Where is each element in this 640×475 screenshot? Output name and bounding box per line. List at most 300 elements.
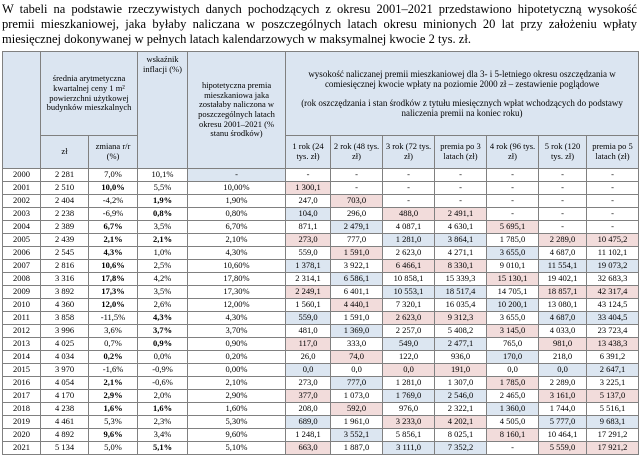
price-cell: 5 134	[41, 442, 89, 455]
table-body	[3, 169, 639, 455]
savings-cell: 4 202,1	[435, 416, 487, 429]
price-change-cell: 5,3%	[89, 416, 138, 429]
savings-cell: 19 402,1	[539, 273, 587, 286]
right-title-line2: (rok oszczędzania i stan środków z tytułu miesięcznych wpłat wchodzących do podstawy naliczenia premii na koniec roku)	[301, 97, 623, 118]
table-row	[3, 338, 639, 351]
table-row	[3, 416, 639, 429]
price-cell: 2 389	[41, 221, 89, 234]
savings-cell: 1 281,0	[383, 234, 435, 247]
savings-cell: 2 465,0	[487, 390, 539, 403]
savings-cell: -	[587, 208, 639, 221]
price-change-cell: 3,6%	[89, 325, 138, 338]
savings-cell: 8 160,1	[487, 429, 539, 442]
savings-cell: 9 312,3	[435, 312, 487, 325]
savings-cell: 18 857,1	[539, 286, 587, 299]
year-cell: 2005	[3, 234, 41, 247]
inflation-cell: 2,5%	[138, 260, 188, 273]
table-row	[3, 221, 639, 234]
savings-cell: 1 369,0	[331, 325, 383, 338]
year-cell: 2007	[3, 260, 41, 273]
table-row	[3, 208, 639, 221]
savings-cell: -	[383, 169, 435, 182]
premia-percent-cell: 4,30%	[188, 247, 286, 260]
savings-cell: 18 517,4	[435, 286, 487, 299]
price-cell: 3 970	[41, 364, 89, 377]
year-cell: 2016	[3, 377, 41, 390]
savings-cell: 273,0	[286, 377, 331, 390]
inflation-cell: 0,8%	[138, 208, 188, 221]
table-row	[3, 377, 639, 390]
year-cell: 2000	[3, 169, 41, 182]
savings-cell: 170,0	[487, 351, 539, 364]
savings-cell: 703,0	[331, 195, 383, 208]
price-cell: 3 316	[41, 273, 89, 286]
savings-cell: 1 769,0	[383, 390, 435, 403]
savings-cell: 777,0	[331, 234, 383, 247]
savings-cell: 3 552,1	[331, 429, 383, 442]
year-cell: 2006	[3, 247, 41, 260]
price-cell: 3 996	[41, 325, 89, 338]
savings-cell: 26,0	[286, 351, 331, 364]
premia-percent-cell: 5,10%	[188, 442, 286, 455]
table-row	[3, 429, 639, 442]
savings-cell: 43 124,5	[587, 299, 639, 312]
year-cell: 2020	[3, 429, 41, 442]
savings-cell: 5 695,1	[487, 221, 539, 234]
savings-cell: 1 300,1	[286, 182, 331, 195]
savings-cell: 1 785,0	[487, 234, 539, 247]
savings-cell: -	[487, 442, 539, 455]
savings-cell: 11 102,1	[587, 247, 639, 260]
year-cell: 2004	[3, 221, 41, 234]
premia-percent-cell: 0,90%	[188, 338, 286, 351]
savings-cell: 11 554,1	[539, 260, 587, 273]
inflation-cell: 2,1%	[138, 234, 188, 247]
premia-percent-cell: 12,00%	[188, 299, 286, 312]
savings-cell: 5 559,0	[539, 442, 587, 455]
price-cell: 2 281	[41, 169, 89, 182]
premia-percent-cell: 17,30%	[188, 286, 286, 299]
savings-cell: 9 683,1	[587, 416, 639, 429]
price-change-cell: -6,9%	[89, 208, 138, 221]
table-row	[3, 442, 639, 455]
savings-cell: 0,0	[286, 364, 331, 377]
inflation-cell: 2,3%	[138, 416, 188, 429]
price-change-cell: 10,6%	[89, 260, 138, 273]
price-change-cell: 12,0%	[89, 299, 138, 312]
inflation-cell: 4,2%	[138, 273, 188, 286]
savings-cell: -	[331, 169, 383, 182]
savings-cell: 15 339,3	[435, 273, 487, 286]
price-cell: 2 404	[41, 195, 89, 208]
savings-cell: 8 330,1	[435, 260, 487, 273]
premia-percent-cell: 2,10%	[188, 234, 286, 247]
savings-cell: -	[383, 195, 435, 208]
price-cell: 4 461	[41, 416, 89, 429]
table-row	[3, 247, 639, 260]
header-col-premia3: premia po 3 latach (zł)	[435, 136, 487, 169]
header-right-title	[286, 52, 639, 136]
header-col-year3: 3 rok (72 tys. zł)	[383, 136, 435, 169]
header-price-zl: zł	[41, 136, 89, 169]
savings-cell: 10 475,2	[587, 234, 639, 247]
premia-percent-cell: 10,60%	[188, 260, 286, 273]
header-col-year1: 1 rok (24 tys. zł)	[286, 136, 331, 169]
savings-cell: 0,0	[331, 364, 383, 377]
price-change-cell: -11,5%	[89, 312, 138, 325]
savings-cell: -	[286, 169, 331, 182]
savings-cell: -	[539, 208, 587, 221]
savings-cell: 247,0	[286, 195, 331, 208]
premia-percent-cell: 10,00%	[188, 182, 286, 195]
savings-cell: 1 961,0	[331, 416, 383, 429]
savings-cell: 273,0	[286, 234, 331, 247]
savings-cell: 0,0	[383, 364, 435, 377]
price-cell: 2 439	[41, 234, 89, 247]
table-row	[3, 195, 639, 208]
premia-percent-cell: 0,20%	[188, 351, 286, 364]
savings-cell: 936,0	[435, 351, 487, 364]
savings-cell: -	[539, 169, 587, 182]
savings-cell: 1 307,0	[435, 377, 487, 390]
inflation-cell: 1,0%	[138, 247, 188, 260]
savings-cell: 2 289,0	[539, 377, 587, 390]
year-cell: 2019	[3, 416, 41, 429]
premia-percent-cell: 9,60%	[188, 429, 286, 442]
inflation-cell: 0,9%	[138, 338, 188, 351]
savings-cell: -	[487, 195, 539, 208]
right-title-line1: wysokość naliczanej premii mieszkaniowej dla 3- i 5-letniego okresu oszczędzania w comiesięcznej kwocie wpłaty na poziomie 2000 zł – zestawienie poglądowe	[308, 69, 616, 90]
savings-cell: 765,0	[487, 338, 539, 351]
year-cell: 2013	[3, 338, 41, 351]
savings-cell: 871,1	[286, 221, 331, 234]
savings-cell: 1 360,0	[487, 403, 539, 416]
price-change-cell: 5,0%	[89, 442, 138, 455]
savings-cell: 0,0	[539, 364, 587, 377]
inflation-cell: 5,1%	[138, 442, 188, 455]
year-cell: 2010	[3, 299, 41, 312]
savings-cell: 1 591,0	[331, 247, 383, 260]
savings-cell: 5 137,0	[587, 390, 639, 403]
price-change-cell: -4,2%	[89, 195, 138, 208]
savings-cell: -	[487, 208, 539, 221]
table-row	[3, 364, 639, 377]
price-change-cell: 2,1%	[89, 377, 138, 390]
price-change-cell: 7,0%	[89, 169, 138, 182]
savings-cell: 5 856,1	[383, 429, 435, 442]
price-cell: 4 025	[41, 338, 89, 351]
savings-cell: 4 505,0	[487, 416, 539, 429]
premia-percent-cell: 3,70%	[188, 325, 286, 338]
savings-cell: 6 466,1	[383, 260, 435, 273]
table-row	[3, 260, 639, 273]
price-cell: 4 360	[41, 299, 89, 312]
savings-cell: 3 111,0	[383, 442, 435, 455]
savings-cell: 122,0	[383, 351, 435, 364]
savings-cell: 23 723,4	[587, 325, 639, 338]
savings-cell: 13 438,3	[587, 338, 639, 351]
savings-cell: 5 408,2	[435, 325, 487, 338]
inflation-cell: 2,0%	[138, 390, 188, 403]
table-row	[3, 325, 639, 338]
inflation-cell: 0,0%	[138, 351, 188, 364]
header-col-premia5: premia po 5 latach (zł)	[587, 136, 639, 169]
savings-cell: 2 491,1	[435, 208, 487, 221]
savings-cell: 13 080,1	[539, 299, 587, 312]
year-cell: 2002	[3, 195, 41, 208]
inflation-cell: 5,5%	[138, 182, 188, 195]
savings-cell: 6 391,2	[587, 351, 639, 364]
savings-cell: 9 010,1	[487, 260, 539, 273]
savings-cell: 1 591,0	[331, 312, 383, 325]
savings-cell: 777,0	[331, 377, 383, 390]
year-cell: 2009	[3, 286, 41, 299]
savings-cell: 218,0	[539, 351, 587, 364]
savings-cell: -	[587, 169, 639, 182]
price-cell: 3 858	[41, 312, 89, 325]
savings-cell: 15 130,1	[487, 273, 539, 286]
header-col-year4: 4 rok (96 tys. zł)	[487, 136, 539, 169]
savings-cell: 976,0	[383, 403, 435, 416]
price-change-cell: 0,2%	[89, 351, 138, 364]
savings-cell: 14 705,1	[487, 286, 539, 299]
savings-cell: 19 073,2	[587, 260, 639, 273]
savings-cell: 10 553,1	[383, 286, 435, 299]
table-row	[3, 299, 639, 312]
savings-cell: 208,0	[286, 403, 331, 416]
header-col-year2: 2 rok (48 tys. zł)	[331, 136, 383, 169]
savings-cell: 559,0	[286, 247, 331, 260]
savings-cell: 4 271,1	[435, 247, 487, 260]
header-premia: hipotetyczna premia mieszkaniowa jaka zostałaby naliczona w poszczególnych latach okresu 2001–2021 (% stanu środków)	[188, 52, 286, 169]
year-cell: 2017	[3, 390, 41, 403]
savings-cell: -	[383, 182, 435, 195]
year-cell: 2012	[3, 325, 41, 338]
savings-cell: -	[331, 182, 383, 195]
savings-cell: 104,0	[286, 208, 331, 221]
savings-cell: 377,0	[286, 390, 331, 403]
savings-cell: 4 087,1	[383, 221, 435, 234]
savings-cell: 10 858,1	[383, 273, 435, 286]
savings-cell: 3 225,1	[587, 377, 639, 390]
right-title-gap	[287, 90, 637, 98]
price-change-cell: 4,3%	[89, 247, 138, 260]
savings-cell: 481,0	[286, 325, 331, 338]
savings-cell: -	[539, 182, 587, 195]
savings-cell: 296,0	[331, 208, 383, 221]
price-cell: 2 816	[41, 260, 89, 273]
premia-percent-cell: 4,30%	[188, 312, 286, 325]
savings-cell: 6 401,1	[331, 286, 383, 299]
savings-cell: 2 647,1	[587, 364, 639, 377]
price-change-cell: 9,6%	[89, 429, 138, 442]
table-row	[3, 234, 639, 247]
savings-cell: 689,0	[286, 416, 331, 429]
table-row	[3, 403, 639, 416]
savings-cell: 4 033,0	[539, 325, 587, 338]
savings-cell: 2 257,0	[383, 325, 435, 338]
savings-cell: 10 200,1	[487, 299, 539, 312]
savings-cell: 3 233,0	[383, 416, 435, 429]
inflation-cell: 3,7%	[138, 325, 188, 338]
savings-cell: -	[539, 195, 587, 208]
price-change-cell: 2,9%	[89, 390, 138, 403]
savings-cell: 3 922,1	[331, 260, 383, 273]
savings-cell: -	[587, 182, 639, 195]
savings-cell: 117,0	[286, 338, 331, 351]
savings-cell: 2 322,1	[435, 403, 487, 416]
header-price-change: zmiana r/r (%)	[89, 136, 138, 169]
savings-cell: 1 281,0	[383, 377, 435, 390]
table-row	[3, 351, 639, 364]
price-cell: 4 170	[41, 390, 89, 403]
savings-cell: 7 352,2	[435, 442, 487, 455]
premia-percent-cell: 0,80%	[188, 208, 286, 221]
savings-cell: 32 683,3	[587, 273, 639, 286]
savings-cell: 592,0	[331, 403, 383, 416]
premia-percent-cell: 2,10%	[188, 377, 286, 390]
price-change-cell: -1,6%	[89, 364, 138, 377]
premia-percent-cell: 5,30%	[188, 416, 286, 429]
table-row	[3, 390, 639, 403]
inflation-cell: 10,1%	[138, 169, 188, 182]
savings-cell: -	[435, 182, 487, 195]
inflation-cell: 1,9%	[138, 195, 188, 208]
table-row	[3, 182, 639, 195]
price-change-cell: 6,7%	[89, 221, 138, 234]
year-cell: 2014	[3, 351, 41, 364]
savings-cell: 2 314,1	[286, 273, 331, 286]
inflation-cell: 2,6%	[138, 299, 188, 312]
savings-cell: 663,0	[286, 442, 331, 455]
inflation-cell: 3,4%	[138, 429, 188, 442]
savings-cell: 17 291,2	[587, 429, 639, 442]
premia-percent-cell: 1,60%	[188, 403, 286, 416]
savings-cell: 4 687,0	[539, 312, 587, 325]
price-cell: 4 238	[41, 403, 89, 416]
year-cell: 2003	[3, 208, 41, 221]
savings-cell: 17 921,2	[587, 442, 639, 455]
year-cell: 2021	[3, 442, 41, 455]
savings-cell: 42 317,4	[587, 286, 639, 299]
savings-cell: 33 404,5	[587, 312, 639, 325]
savings-cell: 2 546,0	[435, 390, 487, 403]
savings-cell: 488,0	[383, 208, 435, 221]
year-cell: 2018	[3, 403, 41, 416]
year-cell: 2011	[3, 312, 41, 325]
savings-cell: 2 289,0	[539, 234, 587, 247]
year-cell: 2008	[3, 273, 41, 286]
savings-cell: 4 630,1	[435, 221, 487, 234]
price-change-cell: 0,7%	[89, 338, 138, 351]
price-change-cell: 10,0%	[89, 182, 138, 195]
savings-cell: 1 785,0	[487, 377, 539, 390]
savings-cell: 2 623,0	[383, 312, 435, 325]
savings-cell: 2 249,1	[286, 286, 331, 299]
price-cell: 2 545	[41, 247, 89, 260]
savings-cell: 191,0	[435, 364, 487, 377]
inflation-cell: -0,6%	[138, 377, 188, 390]
savings-cell: -	[587, 221, 639, 234]
savings-cell: 3 655,0	[487, 312, 539, 325]
premia-percent-cell: 2,90%	[188, 390, 286, 403]
premia-percent-cell: -	[188, 169, 286, 182]
savings-cell: -	[587, 195, 639, 208]
savings-cell: -	[487, 182, 539, 195]
table-row	[3, 169, 639, 182]
savings-cell: 1 887,0	[331, 442, 383, 455]
savings-cell: 1 073,0	[331, 390, 383, 403]
savings-cell: 3 655,0	[487, 247, 539, 260]
price-cell: 2 238	[41, 208, 89, 221]
price-cell: 4 054	[41, 377, 89, 390]
table-row	[3, 286, 639, 299]
premia-percent-cell: 1,90%	[188, 195, 286, 208]
inflation-cell: 1,6%	[138, 403, 188, 416]
savings-cell: 4 440,1	[331, 299, 383, 312]
savings-cell: 2 477,1	[435, 338, 487, 351]
table-row	[3, 273, 639, 286]
header-year	[3, 52, 41, 169]
savings-cell: -	[539, 221, 587, 234]
price-cell: 3 892	[41, 286, 89, 299]
savings-cell: 4 687,0	[539, 247, 587, 260]
price-cell: 2 510	[41, 182, 89, 195]
savings-cell: 559,0	[286, 312, 331, 325]
savings-cell: 0,0	[487, 364, 539, 377]
savings-cell: 1 560,1	[286, 299, 331, 312]
price-cell: 4 034	[41, 351, 89, 364]
savings-cell: 7 320,1	[383, 299, 435, 312]
savings-cell: 2 623,0	[383, 247, 435, 260]
intro-paragraph: W tabeli na podstawie rzeczywistych danych pochodzących z okresu 2001–2021 przedstawiono hipotetyczną wysokość premii mieszkaniowej, jaka byłaby naliczana w poszczególnych latach okresu minionych 20 lat przy założeniu wpłaty miesięcznej dokonywanej w pełnych latach kalendarzowych w maksymalnej kwocie 2 tys. zł.	[2, 2, 637, 46]
savings-cell: 3 145,0	[487, 325, 539, 338]
savings-cell: 6 586,1	[331, 273, 383, 286]
price-change-cell: 17,8%	[89, 273, 138, 286]
savings-cell: 1 248,1	[286, 429, 331, 442]
premia-table	[2, 51, 639, 455]
year-cell: 2001	[3, 182, 41, 195]
savings-cell: 2 479,1	[331, 221, 383, 234]
year-cell: 2015	[3, 364, 41, 377]
savings-cell: 333,0	[331, 338, 383, 351]
premia-percent-cell: 17,80%	[188, 273, 286, 286]
inflation-cell: 3,5%	[138, 221, 188, 234]
savings-cell: 74,0	[331, 351, 383, 364]
savings-cell: 549,0	[383, 338, 435, 351]
premia-percent-cell: 6,70%	[188, 221, 286, 234]
inflation-cell: 4,3%	[138, 312, 188, 325]
savings-cell: 5 516,1	[587, 403, 639, 416]
header-inflation: wskaźnik inflacji (%)	[138, 52, 188, 169]
header-price: średnia arytmetyczna kwartalnej ceny 1 m² powierzchni użytkowej budynków mieszkalnych	[41, 52, 138, 136]
savings-cell: 8 025,1	[435, 429, 487, 442]
price-change-cell: 17,3%	[89, 286, 138, 299]
price-change-cell: 1,6%	[89, 403, 138, 416]
savings-cell: 1 378,1	[286, 260, 331, 273]
price-change-cell: 2,1%	[89, 234, 138, 247]
price-cell: 4 892	[41, 429, 89, 442]
premia-percent-cell: 0,00%	[188, 364, 286, 377]
savings-cell: 16 035,4	[435, 299, 487, 312]
inflation-cell: -0,9%	[138, 364, 188, 377]
table-row	[3, 312, 639, 325]
savings-cell: 5 777,0	[539, 416, 587, 429]
header-col-year5: 5 rok (120 tys. zł)	[539, 136, 587, 169]
savings-cell: 1 744,0	[539, 403, 587, 416]
savings-cell: -	[435, 195, 487, 208]
savings-cell: 10 464,1	[539, 429, 587, 442]
